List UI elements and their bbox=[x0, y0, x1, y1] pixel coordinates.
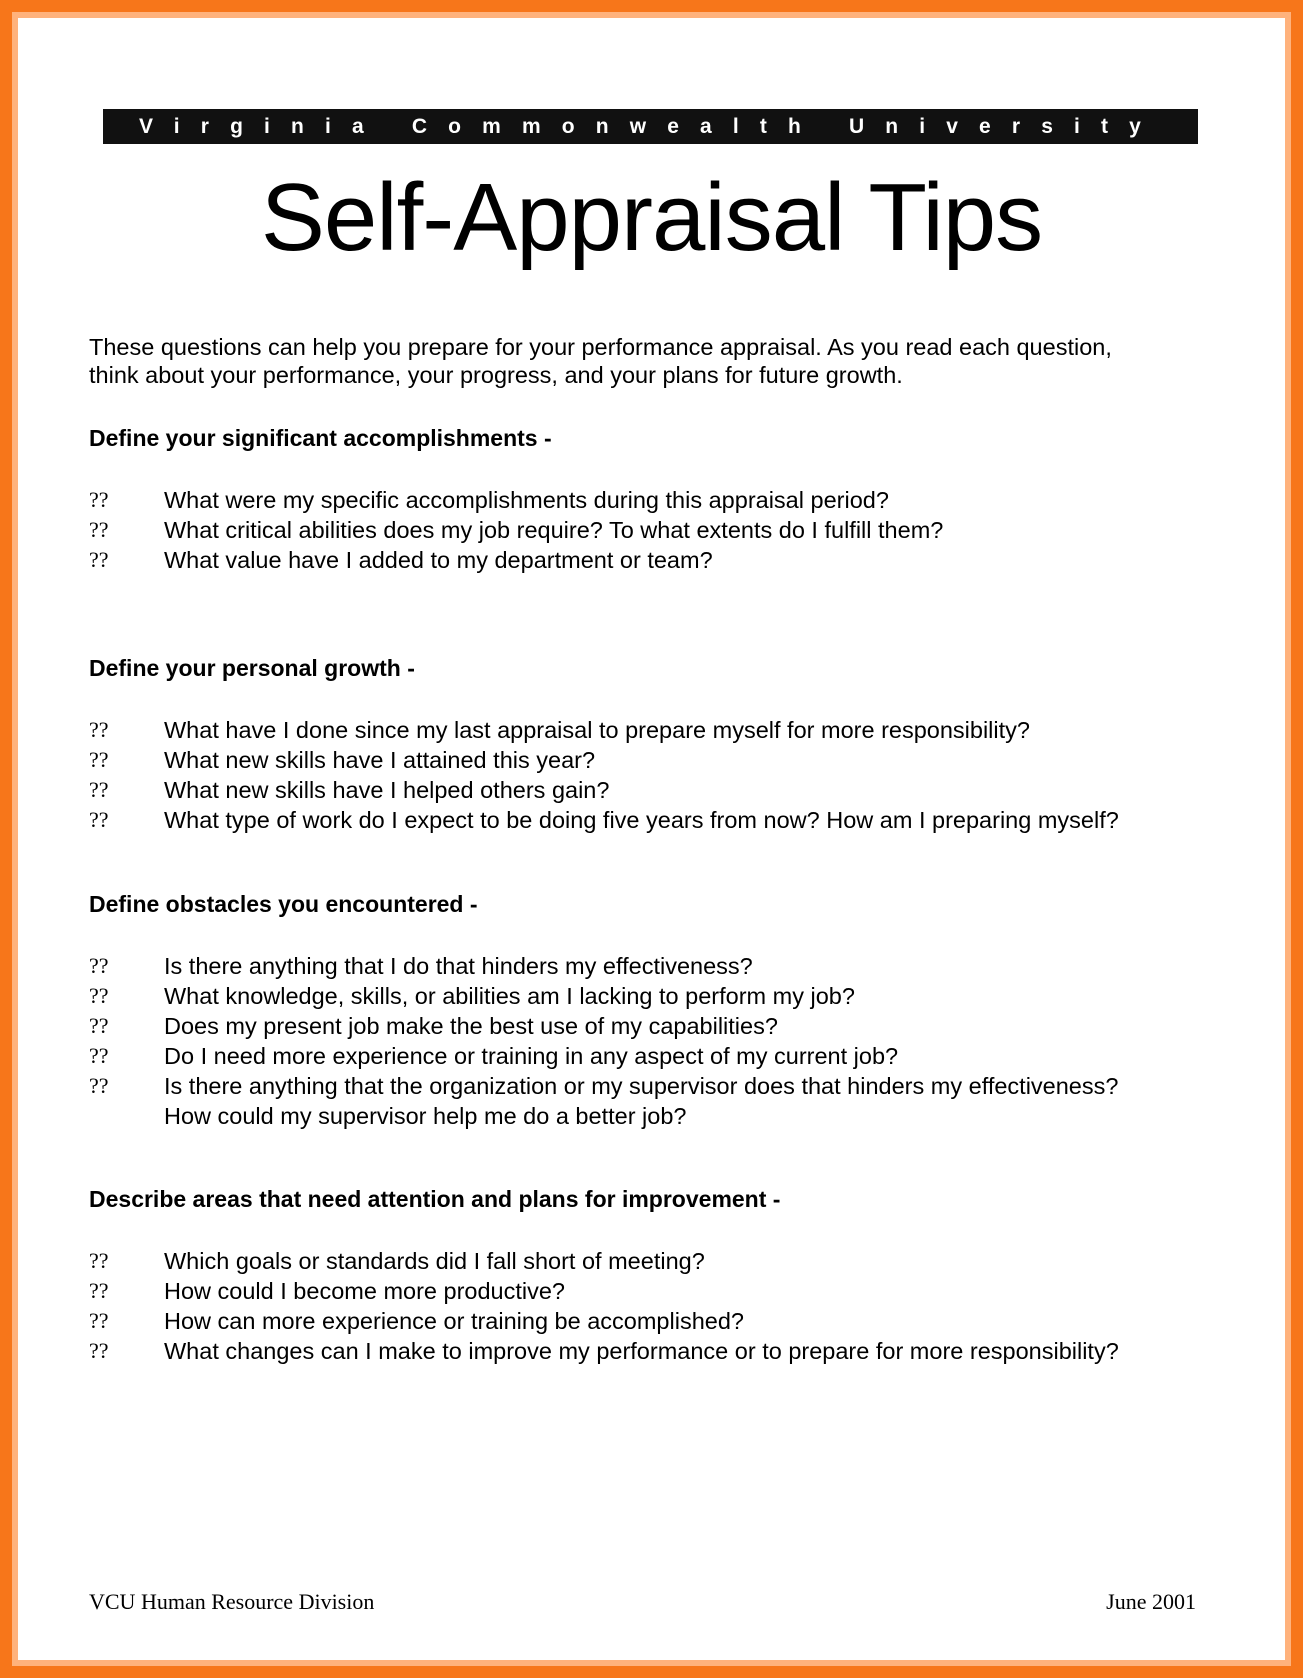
bullet-marker: ?? bbox=[89, 1043, 109, 1068]
list-item bbox=[89, 745, 1209, 775]
bullet-marker: ?? bbox=[89, 717, 109, 742]
question-text: Does my present job make the best use of my capabilities? bbox=[164, 1013, 778, 1039]
bullet-marker: ?? bbox=[89, 747, 109, 772]
bullet-marker: ?? bbox=[89, 1278, 109, 1303]
intro-paragraph bbox=[89, 333, 1209, 389]
bullet-marker: ?? bbox=[89, 517, 109, 542]
intro-line-2: think about your performance, your progress, and your plans for future growth. bbox=[89, 362, 903, 388]
section-heading-obstacles: Define obstacles you encountered - bbox=[89, 891, 478, 917]
question-text: How can more experience or training be accomplished? bbox=[164, 1308, 744, 1334]
list-item bbox=[89, 1011, 1209, 1041]
list-item bbox=[89, 981, 1209, 1011]
banner-text: Virginia Commonwealth University bbox=[139, 115, 1162, 138]
list-item bbox=[89, 1041, 1209, 1071]
list-item bbox=[89, 1071, 1209, 1101]
question-list-improvement bbox=[89, 1246, 1209, 1366]
bullet-marker: ?? bbox=[89, 953, 109, 978]
bullet-marker: ?? bbox=[89, 983, 109, 1008]
list-item bbox=[89, 1276, 1209, 1306]
university-banner bbox=[103, 109, 1198, 144]
page-title: Self-Appraisal Tips bbox=[260, 164, 1043, 271]
question-list-obstacles bbox=[89, 951, 1209, 1131]
bullet-marker: ?? bbox=[89, 1308, 109, 1333]
bullet-marker: ?? bbox=[89, 1013, 109, 1038]
question-text: Do I need more experience or training in any aspect of my current job? bbox=[164, 1043, 899, 1069]
question-text: What knowledge, skills, or abilities am I lacking to perform my job? bbox=[164, 983, 855, 1009]
question-text: What have I done since my last appraisal to prepare myself for more responsibility? bbox=[164, 717, 1030, 743]
list-item bbox=[89, 1336, 1209, 1366]
question-text: Is there anything that I do that hinders my effectiveness? bbox=[164, 953, 753, 979]
question-text: What changes can I make to improve my performance or to prepare for more responsibility? bbox=[164, 1338, 1119, 1364]
section-heading-accomplishments: Define your significant accomplishments - bbox=[89, 425, 552, 451]
bullet-marker: ?? bbox=[89, 547, 109, 572]
list-item bbox=[89, 805, 1209, 835]
list-item bbox=[89, 1306, 1209, 1336]
question-text: Which goals or standards did I fall short of meeting? bbox=[164, 1248, 705, 1274]
question-text: How could my supervisor help me do a better job? bbox=[164, 1103, 687, 1129]
list-item-continuation bbox=[89, 1101, 1209, 1131]
bullet-marker: ?? bbox=[89, 807, 109, 832]
question-text: Is there anything that the organization or my supervisor does that hinders my effectiveness? bbox=[164, 1073, 1119, 1099]
footer-division: VCU Human Resource Division bbox=[89, 1589, 375, 1614]
question-text: What critical abilities does my job require? To what extents do I fulfill them? bbox=[164, 517, 944, 543]
question-list-accomplishments bbox=[89, 485, 1209, 575]
footer-date: June 2001 bbox=[1106, 1589, 1196, 1614]
list-item bbox=[89, 951, 1209, 981]
list-item bbox=[89, 485, 1209, 515]
section-heading-improvement: Describe areas that need attention and plans for improvement - bbox=[89, 1186, 781, 1212]
question-text: What were my specific accomplishments during this appraisal period? bbox=[164, 487, 889, 513]
question-text: What type of work do I expect to be doing five years from now? How am I preparing myself? bbox=[164, 807, 1119, 833]
list-item bbox=[89, 715, 1209, 745]
question-text: What value have I added to my department or team? bbox=[164, 547, 713, 573]
bullet-marker: ?? bbox=[89, 1338, 109, 1363]
list-item bbox=[89, 775, 1209, 805]
question-text: What new skills have I helped others gain? bbox=[164, 777, 610, 803]
section-heading-personal-growth: Define your personal growth - bbox=[89, 655, 415, 681]
intro-line-1: These questions can help you prepare for your performance appraisal. As you read each question, bbox=[89, 334, 1112, 360]
bullet-marker: ?? bbox=[89, 1073, 109, 1098]
question-text: How could I become more productive? bbox=[164, 1278, 566, 1304]
list-item bbox=[89, 515, 1209, 545]
bullet-marker: ?? bbox=[89, 1248, 109, 1273]
question-text: What new skills have I attained this year? bbox=[164, 747, 596, 773]
bullet-marker: ?? bbox=[89, 777, 109, 802]
bullet-marker: ?? bbox=[89, 487, 109, 512]
question-list-personal-growth bbox=[89, 715, 1209, 835]
list-item bbox=[89, 1246, 1209, 1276]
list-item bbox=[89, 545, 1209, 575]
